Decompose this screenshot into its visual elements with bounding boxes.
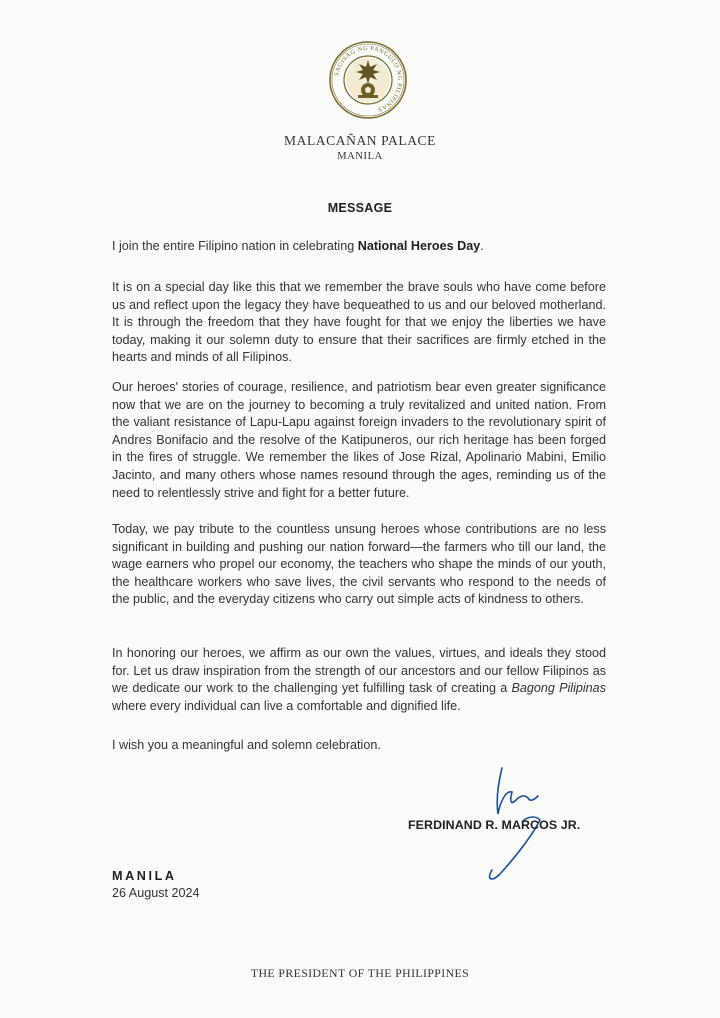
palace-name: MALACAÑAN PALACE: [284, 133, 436, 148]
intro-period: .: [480, 239, 484, 253]
presidential-seal: [328, 40, 408, 120]
closing-text: I wish you a meaningful and solemn celebration.: [112, 738, 381, 752]
message-title: MESSAGE: [327, 201, 393, 215]
seal-ring-text: SAGISAG NG PANGULO NG PILIPINAS: [333, 44, 404, 114]
closing-paragraph: [112, 737, 606, 755]
bagong-pilipinas: Bagong Pilipinas: [511, 681, 606, 696]
paragraph-2: [112, 379, 606, 502]
paragraph-4: [112, 645, 606, 715]
place: MANILA: [112, 869, 177, 883]
national-heroes-day: National Heroes Day: [357, 239, 481, 253]
palace-city: MANILA: [337, 151, 383, 162]
paragraph-1-text: It is on a special day like this that we remember the brave souls who have come before us and reflect upon the legacy they have bequeathed to us and our beloved motherland. It is through the freedom that they have fought for that we enjoy the liberties we have today, making it our solemn duty to ensure that their sacrifices are firmly etched in the hearts and minds of all Filipinos.: [112, 280, 606, 365]
intro-paragraph: [112, 238, 606, 256]
footer-title: THE PRESIDENT OF THE PHILIPPINES: [250, 966, 470, 980]
intro-text: I join the entire Filipino nation in celebrating: [112, 239, 358, 253]
paragraph-3: [112, 521, 606, 609]
paragraph-4-end: where every individual can live a comfortable and dignified life.: [112, 698, 461, 713]
paragraph-1: [112, 279, 606, 367]
paragraph-3-text: Today, we pay tribute to the countless unsung heroes whose contributions are no less significant in building and pushing our nation forward—the farmers who till our land, the wage earners who propel our economy, the teachers who shape the minds of our youth, the healthcare workers who save lives, the civil servants who respond to the needs of the public, and the everyday citizens who carry out simple acts of kindness to others.: [112, 522, 606, 607]
paragraph-4-text: In honoring our heroes, we affirm as our own the values, virtues, and ideals they stood for. Let us draw inspiration from the strength of our ancestors and our fellow Filipinos as we dedicate our work to the challenging yet fulfilling task of creating a: [112, 646, 606, 696]
paragraph-2-text: Our heroes' stories of courage, resilience, and patriotism bear even greater significance now that we are on the journey to becoming a truly revitalized and united nation. From the valiant resistance of Lapu-Lapu against foreign invaders to the revolutionary spirit of Andres Bonifacio and the resolve of the Katipuneros, our rich heritage has been forged in the fires of struggle. We remember the likes of Jose Rizal, Apolinario Mabini, Emilio Jacinto, and many others whose names resound through the ages, reminding us of the need to relentlessly strive and fight for a better future.: [112, 380, 606, 500]
date: 26 August 2024: [112, 886, 200, 900]
signatory-name: FERDINAND R. MARCOS JR.: [408, 818, 581, 832]
